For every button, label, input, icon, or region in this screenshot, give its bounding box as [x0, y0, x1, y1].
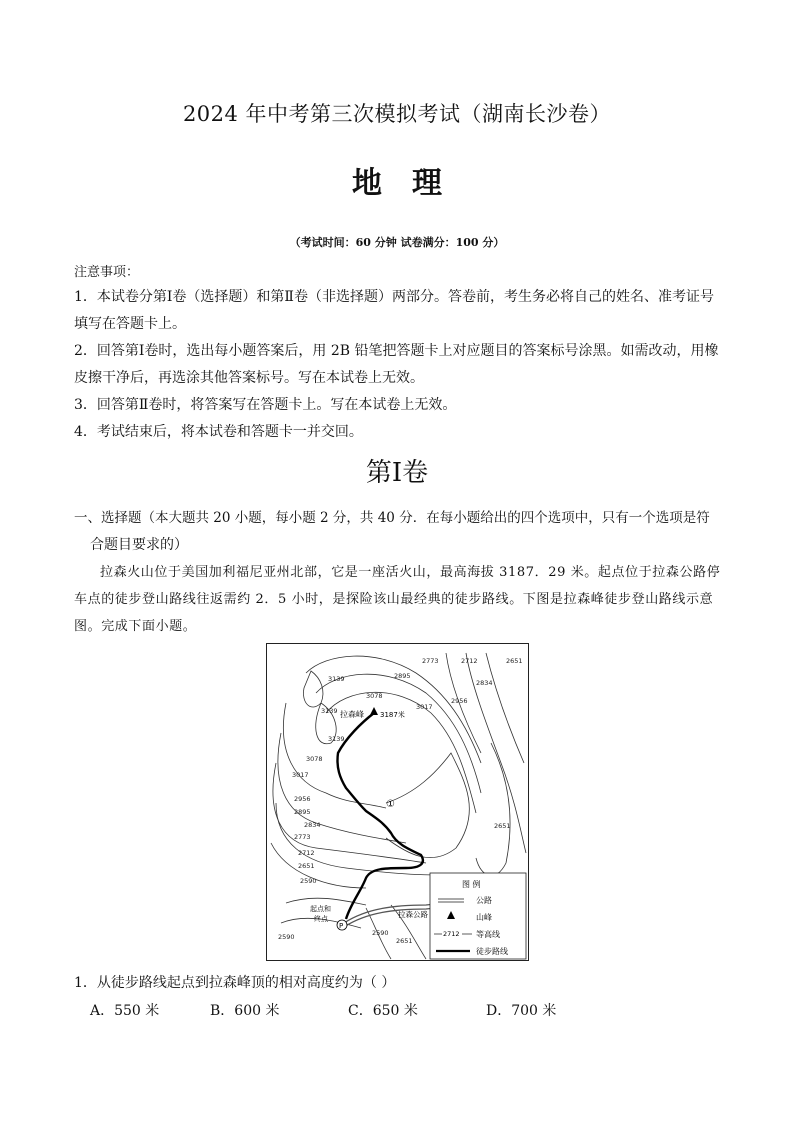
- legend-road: 公路: [476, 896, 492, 905]
- svg-text:2895: 2895: [394, 672, 411, 680]
- svg-text:2834: 2834: [304, 821, 321, 829]
- svg-text:3139: 3139: [328, 735, 345, 743]
- peak-label: 拉森峰: [340, 710, 364, 719]
- road-label: 拉森公路: [398, 910, 428, 919]
- note-line: 填写在答题卡上。: [74, 316, 186, 332]
- volume-title: 第Ⅰ卷: [365, 458, 429, 488]
- note-line: 1．本试卷分第Ⅰ卷（选择题）和第Ⅱ卷（非选择题）两部分。答卷前，考生务必将自己的姓名、准考证号: [74, 289, 714, 305]
- svg-text:3017: 3017: [292, 771, 309, 779]
- svg-text:2773: 2773: [294, 833, 311, 841]
- notes-heading: 注意事项：: [74, 265, 140, 280]
- legend-contour: 等高线: [476, 930, 500, 939]
- legend-peak: 山峰: [476, 913, 492, 922]
- start-label-2: 终点: [314, 915, 328, 923]
- note-line: 4．考试结束后，将本试卷和答题卡一并交回。: [74, 424, 363, 440]
- option-a[interactable]: A．550 米: [90, 1003, 160, 1019]
- option-b[interactable]: B．600 米: [210, 1003, 280, 1019]
- parking-label: P: [339, 922, 344, 930]
- svg-text:2712: 2712: [298, 849, 315, 857]
- svg-text:3078: 3078: [366, 692, 383, 700]
- option-c[interactable]: C．650 米: [348, 1003, 418, 1019]
- route-marker: ①: [386, 799, 395, 810]
- svg-text:2651: 2651: [494, 822, 511, 830]
- legend-contour-sample: 2712: [443, 930, 460, 938]
- section-line-1: 一、选择题（本大题共 20 小题，每小题 2 分，共 40 分．在每小题给出的四个选项中，只有一个选项是符: [74, 510, 710, 526]
- notes-list: [74, 284, 724, 446]
- exam-info: （考试时间：60 分钟 试卷满分：100 分）: [289, 236, 505, 249]
- exam-title: 2024 年中考第三次模拟考试（湖南长沙卷）: [182, 102, 612, 126]
- intro-paragraph: 拉森火山位于美国加利福尼亚州北部，它是一座活火山，最高海拔 3187．29 米。起点位于拉森公路停车点的徒步登山路线往返需约 2．5 小时，是探险该山最经典的徒步路线。下图是拉森峰徒步登山路线示意图。完成下面小题。: [74, 565, 721, 634]
- question-1-stem: 1．从徒步路线起点到拉森峰顶的相对高度约为（ ）: [74, 975, 396, 991]
- svg-text:2590: 2590: [300, 877, 317, 885]
- svg-text:3017: 3017: [416, 703, 433, 711]
- svg-text:2651: 2651: [298, 862, 315, 870]
- svg-text:2712: 2712: [461, 657, 478, 665]
- svg-text:3078: 3078: [306, 755, 323, 763]
- svg-text:2590: 2590: [278, 933, 295, 941]
- section-heading: [74, 505, 724, 559]
- svg-text:3139: 3139: [328, 675, 345, 683]
- hiking-route-map: [266, 643, 529, 961]
- svg-text:2651: 2651: [396, 937, 413, 945]
- option-d[interactable]: D．700 米: [486, 1003, 557, 1019]
- svg-text:2651: 2651: [506, 657, 523, 665]
- svg-text:2956: 2956: [294, 795, 311, 803]
- section-line-2: 合题目要求的）: [90, 537, 188, 553]
- note-line: 3．回答第Ⅱ卷时，将答案写在答题卡上。写在本试卷上无效。: [74, 397, 457, 413]
- map-legend: [430, 873, 526, 959]
- svg-text:3139: 3139: [321, 707, 338, 715]
- note-line: 2．回答第Ⅰ卷时，选出每小题答案后，用 2B 铅笔把答题卡上对应题目的答案标号涂黑。如需改动，用橡: [74, 343, 719, 359]
- svg-text:2895: 2895: [294, 808, 311, 816]
- svg-text:2773: 2773: [422, 657, 439, 665]
- svg-text:2834: 2834: [476, 679, 493, 687]
- subject-title: 地理: [352, 166, 472, 201]
- svg-text:2956: 2956: [451, 697, 468, 705]
- legend-title: 图 例: [462, 880, 481, 889]
- legend-route: 徒步路线: [476, 947, 508, 956]
- peak-height: 3187米: [380, 711, 405, 719]
- note-line: 皮擦干净后，再选涂其他答案标号。写在本试卷上无效。: [74, 370, 424, 386]
- start-label: 起点和: [310, 905, 331, 913]
- svg-text:2590: 2590: [372, 929, 389, 937]
